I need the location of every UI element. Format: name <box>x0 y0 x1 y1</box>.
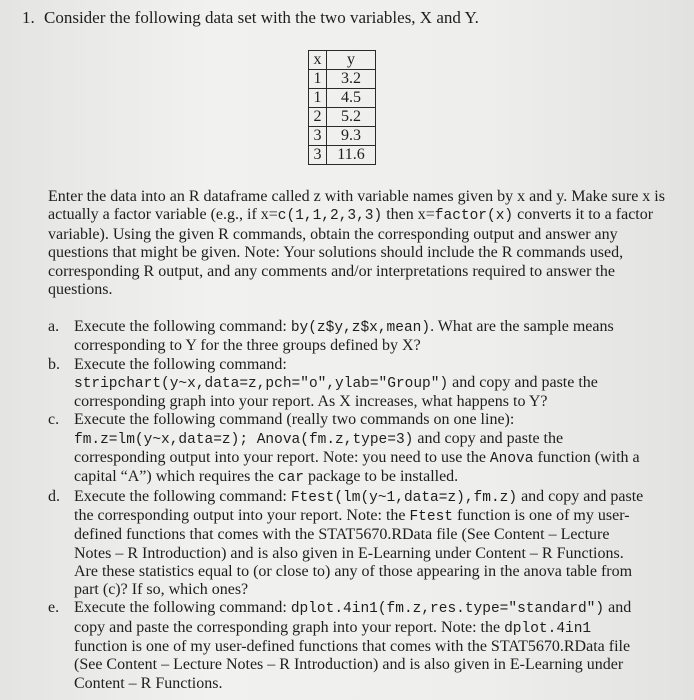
item-c-text-4: package to be installed. <box>304 468 459 486</box>
table-row <box>309 108 376 127</box>
item-d-text-3: function is one of my user-defined functions that comes with the STAT5670.RData file (See Content – Lecture Notes – R Introduction) and is also given in E-Learning under Content – R Functions. Are these statistics equal to (or close to) any of those appearing in the anova table from part (c)? If so, which ones? <box>74 506 633 599</box>
question-number: 1. <box>22 8 35 27</box>
table-cell-x: 2 <box>309 108 327 127</box>
item-label: a. <box>48 318 60 335</box>
instructions-paragraph <box>48 188 668 299</box>
item-d-text-1: Execute the following command: <box>74 487 291 505</box>
item-label: b. <box>48 355 60 373</box>
table-row <box>309 127 376 146</box>
item-e-code-1: dplot.4in1(fm.z,res.type="standard") <box>290 601 605 618</box>
item-c-text-3: function (with a capital “A”) which requires the <box>74 449 640 486</box>
item-e-text-3: function is one of my user-defined functions that comes with the STAT5670.RData file (See Content – Lecture Notes – R Introduction) and is also given in E-Learning under Content – R Functions. <box>74 638 631 692</box>
item-c <box>48 411 644 487</box>
item-label: e. <box>48 599 60 617</box>
item-b-code-1: stripchart(y~x,data=z,pch="o",ylab="Group") <box>74 375 449 392</box>
instructions-text <box>48 188 668 299</box>
item-c-text-1: Execute the following command (really two commands on one line): <box>74 411 515 429</box>
item-b-text-2: and copy and paste the corresponding graph into your report. As X increases, what happens to Y? <box>74 373 598 411</box>
item-e-text-1: Execute the following command: <box>74 599 291 617</box>
table-header-row <box>309 51 376 70</box>
table-row <box>309 89 376 108</box>
item-a-text-2: . What are the sample means corresponding to Y for the three groups defined by X? <box>74 318 614 355</box>
question-title <box>22 8 479 28</box>
item-d-code-2: Ftest <box>409 508 453 525</box>
intro-code-1: c(1,1,2,3,3) <box>277 208 383 225</box>
item-d-code-1: Ftest(lm(y~1,data=z),fm.z) <box>290 489 518 506</box>
intro-text-1: Enter the data into an R dataframe called z with variable names given by x and y. Make sure x is actually a factor variable (e.g., if x= <box>48 188 665 224</box>
table-row <box>309 70 376 89</box>
item-e-code-2: dplot.4in1 <box>504 620 592 637</box>
item-c-code-3: car <box>277 470 305 487</box>
item-c-code-2: Anova <box>489 451 534 468</box>
intro-code-2: factor(x) <box>434 208 514 225</box>
item-d-text-2: and copy and paste the corresponding output into your report. Note: the <box>74 487 644 524</box>
table-cell-y: 4.5 <box>327 89 376 108</box>
table-cell-y: 9.3 <box>327 127 376 146</box>
intro-text-3: converts it to a factor variable). Using the given R commands, obtain the corresponding output and answer any questions that might be given. Note: Your solutions should include the R commands used, corresponding R output, and any comments and/or interpretations required to answer the questions. <box>48 206 654 299</box>
item-a-code-1: by(z$y,z$x,mean) <box>290 320 431 336</box>
item-e <box>48 599 644 692</box>
question-title-text: Consider the following data set with the two variables, X and Y. <box>44 8 479 27</box>
item-label: d. <box>48 487 60 505</box>
table-row <box>309 146 376 165</box>
table-cell-x: 3 <box>309 146 327 165</box>
data-table <box>308 50 376 165</box>
column-header-x: x <box>309 51 327 70</box>
question-items-list <box>48 318 644 693</box>
column-header-y: y <box>327 51 376 70</box>
item-b-text-1: Execute the following command: <box>74 355 287 373</box>
table-cell-x: 3 <box>309 127 327 146</box>
item-d <box>48 488 644 600</box>
item-b <box>48 356 644 412</box>
item-label: c. <box>48 411 60 429</box>
table-cell-y: 5.2 <box>327 108 376 127</box>
intro-text-2: then x= <box>382 206 435 224</box>
item-a <box>48 318 644 356</box>
item-e-text-2: and copy and paste the corresponding graph into your report. Note: the <box>74 599 632 636</box>
table-cell-y: 3.2 <box>327 70 376 89</box>
item-a-text-1: Execute the following command: <box>74 318 291 335</box>
table-cell-y: 11.6 <box>327 146 376 165</box>
item-c-text-2: and copy and paste the corresponding output into your report. Note: you need to use the <box>74 429 564 467</box>
table-cell-x: 1 <box>309 89 327 108</box>
table-cell-x: 1 <box>309 70 327 89</box>
item-c-code-1: fm.z=lm(y~x,data=z); Anova(fm.z,type=3) <box>74 431 414 448</box>
